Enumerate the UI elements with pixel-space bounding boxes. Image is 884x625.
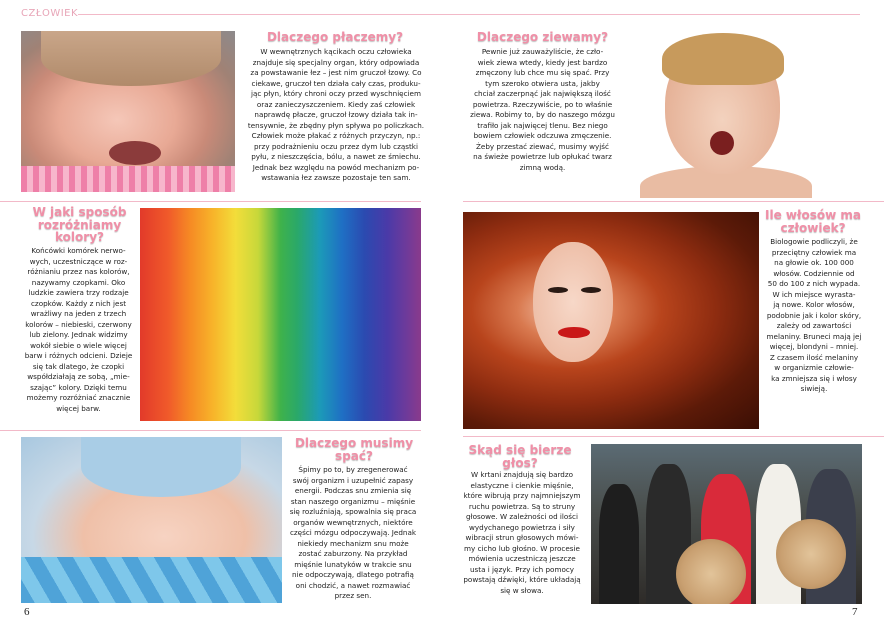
section-label: CZŁOWIEK (21, 8, 79, 19)
section-rule-right (463, 201, 884, 202)
crying-title: Dlaczego płaczemy? (266, 30, 404, 44)
yawning-body: Pewnie już zauważyliście, że czło- wiek ziewa wtedy, kiedy jest bardzo zmęczony lub chce mu się spać. Przy tym szeroko otwiera usta, jakby chciał zaczerpnąć jak największą ilość powietrza. Rzeczywiście, po to właśnie ziewa. Robimy to, by do naszego mózgu trafiło jak najwięcej tlenu. Bez niego bowiem człowiek odczuwa zmęczenie. Żeby przestać ziewać, musimy wyjść na świeże powietrze lub opłukać twarz zimną wodą. (470, 47, 615, 172)
colors-body: Końcówki komórek nerwo- wych, uczestniczące w roz- różnianiu przez nas kolorów, nazywamy czopkami. Oko ludzkie zawiera trzy rodzaje czopków. Każdy z nich jest wrażliwy na jeden z trzech kolorów – niebieski, czerwony lub zielony. Jednak widzimy wokół siebie o wiele więcej barw i różnych odcieni. Dzieje się tak dlatego, że czopki współdziałają ze sobą, „mie- szając” kolory. Dzięki temu możemy rozróżniać znacznie więcej barw. (24, 246, 133, 413)
mariachi-photo (591, 444, 862, 604)
sleep-body: Śpimy po to, by zregenerować swój organizm i uzupełnić zapasy energii. Podczas snu zmienia się stan naszego organizmu – mięśnie się rozluźniają, spowalnia się praca organów wewnętrznych, niektóre części mózgu odpoczywają. Jednak niekiedy mechanizm snu może zostać zaburzony. Na przykład mięśnie lunatyków w trakcie snu nie odpoczywają, dlatego potrafią oni chodzić, a nawet rozmawiać przez sen. (289, 465, 417, 600)
section-rule-right-bottom (463, 436, 884, 437)
voice-body: W krtani znajdują się bardzo elastyczne i cienkie mięśnie, które wibrują przy najmniejszym ruchu powietrza. Są to struny głosowe. W zależności od ilości wydychanego powietrza i siły wibracji strun głosowych mówi- my cicho lub głośno. W procesie mówienia uczestniczą jeszcze usta i język. Przy ich pomocy powstają dźwięki, które układają się w słowa. (463, 470, 581, 595)
page-number-right: 7 (852, 606, 858, 618)
colors-title: W jaki sposób rozróżniamy kolory? (32, 205, 127, 245)
red-hair-woman-photo (463, 212, 759, 429)
hair-title: Ile włosów ma człowiek? (765, 208, 861, 235)
voice-title: Skąd się bierze głos? (468, 443, 572, 470)
hair-body: Biologowie podliczyli, że przeciętny człowiek ma na głowie ok. 100 000 włosów. Codziennie od 50 do 100 z nich wypada. W ich miejsce wyrasta- ją nowe. Kolor włosów, podobnie jak i kolor skóry, zależy od zawartości melaniny. Bruneci mają jej więcej, blondyni – mniej. Z czasem ilość melaniny w organizmie człowie- ka zmniejsza się i włosy siwieją. (766, 237, 862, 393)
crying-body: W wewnętrznych kącikach oczu człowieka znajduje się specjalny organ, który odpowiada za powstawanie łez – jest nim gruczoł łzowy. Co ciekawe, gruczoł ten działa cały czas, produku- jąc płyn, który chroni oczy przed wyschnięciem oraz zanieczyszczeniem. Kiedy zaś człowiek naprawdę płacze, gruczoł łzowy działa tak in- tensywnie, że zbędny płyn spływa po policzkach. Człowiek może płakać z różnych przyczyn, np.: przy podrażnieniu oczu przez dym lub cząstki pyłu, z nieszczęścia, bólu, a nawet ze śmiechu. Jednak bez względu na powód mechanizm po- wstawania łez zawsze pozostaje ten sam. (247, 47, 425, 182)
crying-child-photo (21, 31, 235, 192)
section-rule-left (0, 201, 421, 202)
sleep-title: Dlaczego musimy spać? (294, 436, 414, 463)
yawning-title: Dlaczego ziewamy? (476, 30, 609, 44)
yawning-boy-photo (640, 31, 812, 198)
sleeping-baby-photo (21, 437, 282, 603)
header-rule (78, 14, 860, 15)
rainbow-photo (140, 208, 421, 421)
page-number-left: 6 (24, 606, 30, 618)
section-rule-left-bottom (0, 430, 421, 431)
